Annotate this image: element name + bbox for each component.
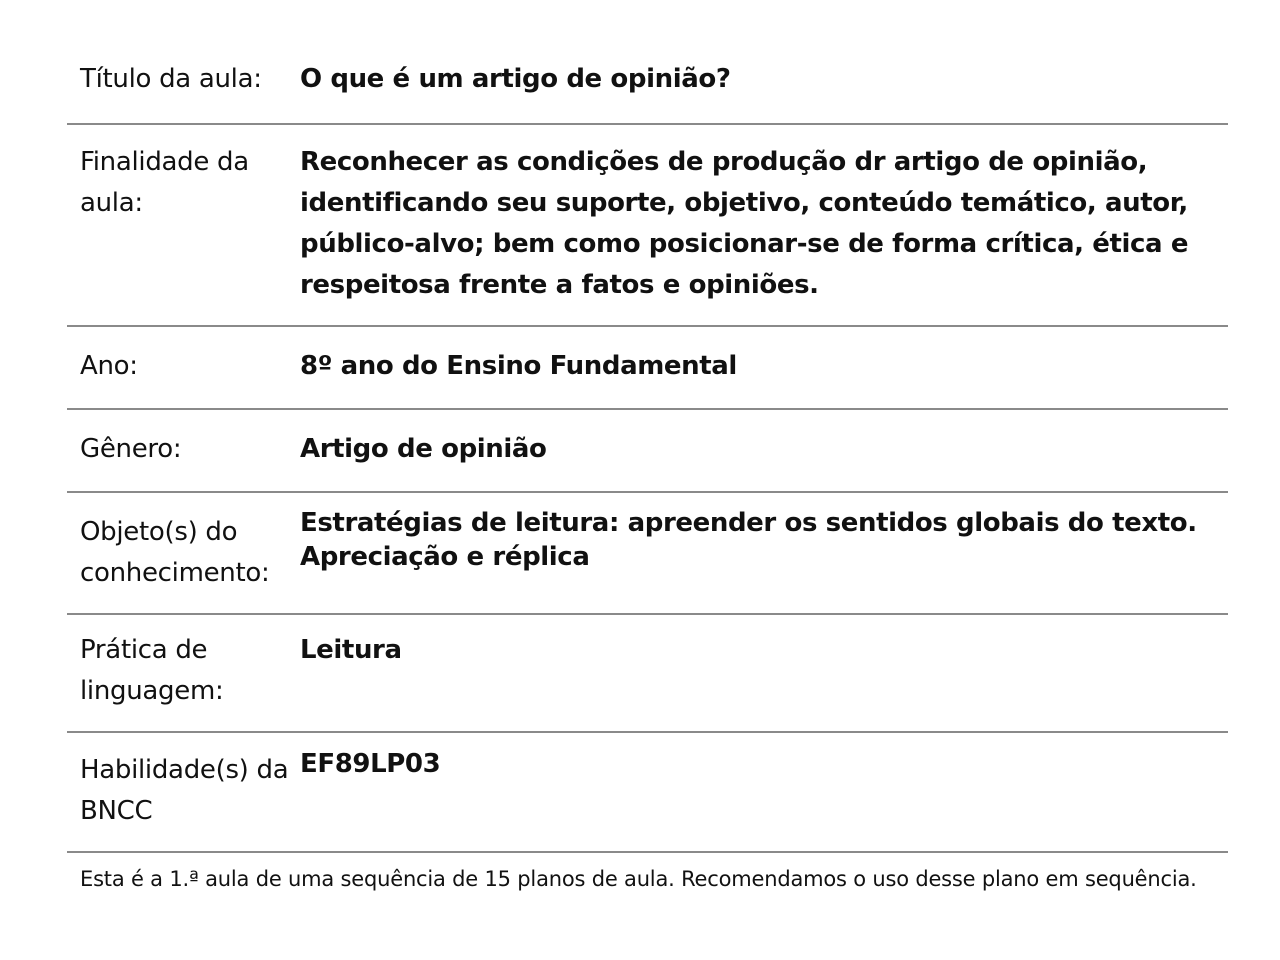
table-row-titulo [67, 38, 1228, 124]
table-row-pratica [67, 614, 1228, 732]
table-row-ano [67, 326, 1228, 409]
table-row-habilidade [67, 732, 1228, 852]
label-ano: Ano: [80, 351, 138, 381]
value-objeto-line2: Apreciação e réplica [300, 542, 590, 572]
label-habilidade: Habilidade(s) da BNCC [80, 755, 289, 826]
value-habilidade: EF89LP03 [300, 749, 441, 779]
table-row-objeto [67, 492, 1228, 614]
label-pratica: Prática de linguagem: [80, 635, 224, 706]
label-genero: Gênero: [80, 434, 182, 464]
table-row-genero [67, 409, 1228, 492]
table-row-finalidade [67, 124, 1228, 326]
value-titulo: O que é um artigo de opinião? [300, 64, 731, 94]
value-objeto-line1: Estratégias de leitura: apreender os sentidos globais do texto. [300, 508, 1197, 538]
value-objeto [300, 492, 1228, 614]
value-pratica: Leitura [300, 635, 402, 665]
label-titulo: Título da aula: [80, 64, 262, 94]
lesson-info-table [67, 38, 1228, 853]
value-ano: 8º ano do Ensino Fundamental [300, 351, 737, 381]
sequence-note: Esta é a 1.ª aula de uma sequência de 15 planos de aula. Recomendamos o uso desse plano em sequência. [80, 867, 1197, 891]
lesson-plan-sheet [67, 38, 1228, 895]
label-finalidade: Finalidade da aula: [80, 147, 249, 218]
label-objeto: Objeto(s) do conhecimento: [80, 517, 270, 588]
value-genero: Artigo de opinião [300, 434, 547, 464]
value-finalidade: Reconhecer as condições de produção dr artigo de opinião, identificando seu suporte, objetivo, conteúdo temático, autor, público-alvo; bem como posicionar-se de forma crítica, ética e respeitosa frente a fatos e opiniões. [300, 147, 1189, 300]
